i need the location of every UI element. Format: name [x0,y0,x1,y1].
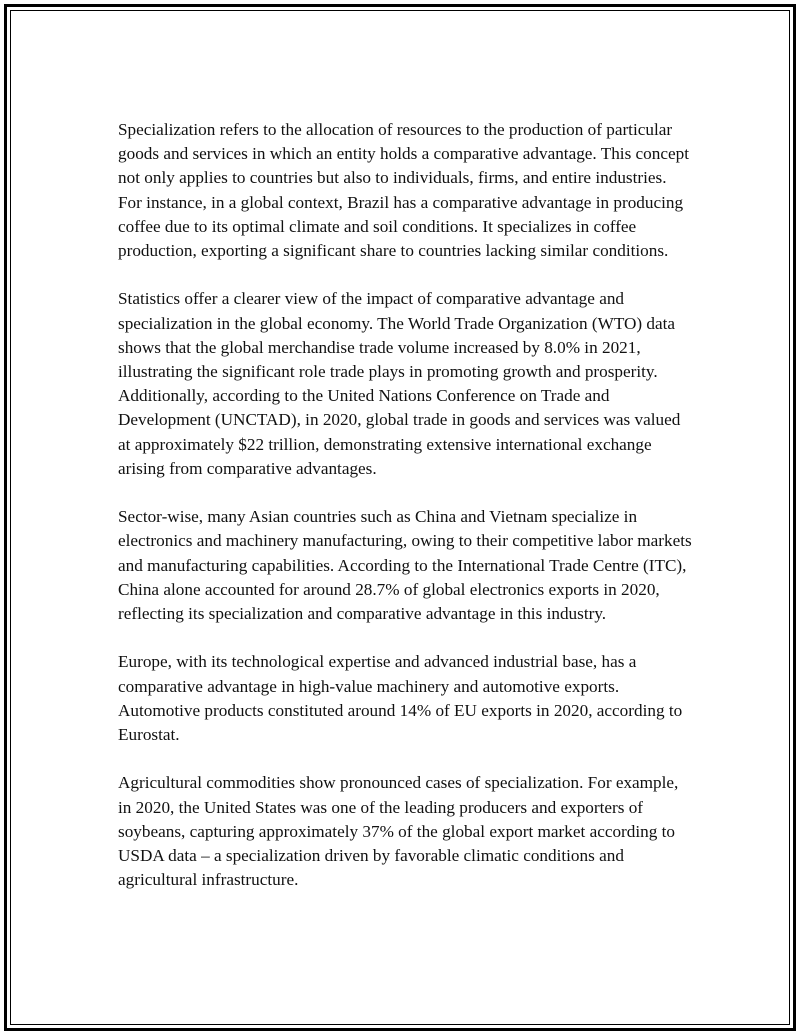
paragraph-specialization: Specialization refers to the allocation of resources to the production of particular goods and services in which an entity holds a comparative advantage. This concept not only applies to countries but also to individuals, firms, and entire industries. For instance, in a global context, Brazil has a comparative advantage in producing coffee due to its optimal climate and soil conditions. It specializes in coffee production, exporting a significant share to countries lacking similar conditions. [118,120,689,261]
paragraph-europe: Europe, with its technological expertise and advanced industrial base, has a comparative advantage in high-value machinery and automotive exports. Automotive products constituted around 14% of EU exports in 2020, according to Eurostat. [118,652,683,745]
paragraph-asia-sector: Sector-wise, many Asian countries such as China and Vietnam specialize in electronics and machinery manufacturing, owing to their competitive labor markets and manufacturing capabilities. According to the International Trade Centre (ITC), China alone accounted for around 28.7% of global electronics exports in 2020, reflecting its specialization and comparative advantage in this industry. [118,507,692,624]
paragraph-agriculture: Agricultural commodities show pronounced cases of specialization. For example, in 2020, the United States was one of the leading producers and exporters of soybeans, capturing approximately 37% of the global export market according to USDA data – a specialization driven by favorable climatic conditions and agricultural infrastructure. [118,773,679,890]
paragraph-statistics: Statistics offer a clearer view of the impact of comparative advantage and specialization in the global economy. The World Trade Organization (WTO) data shows that the global merchandise trade volume increased by 8.0% in 2021, illustrating the significant role trade plays in promoting growth and prosperity. Additionally, according to the United Nations Conference on Trade and Development (UNCTAD), in 2020, global trade in goods and services was valued at approximately $22 trillion, demonstrating extensive international exchange arising from comparative advantages. [118,289,681,478]
document-body [118,118,693,917]
